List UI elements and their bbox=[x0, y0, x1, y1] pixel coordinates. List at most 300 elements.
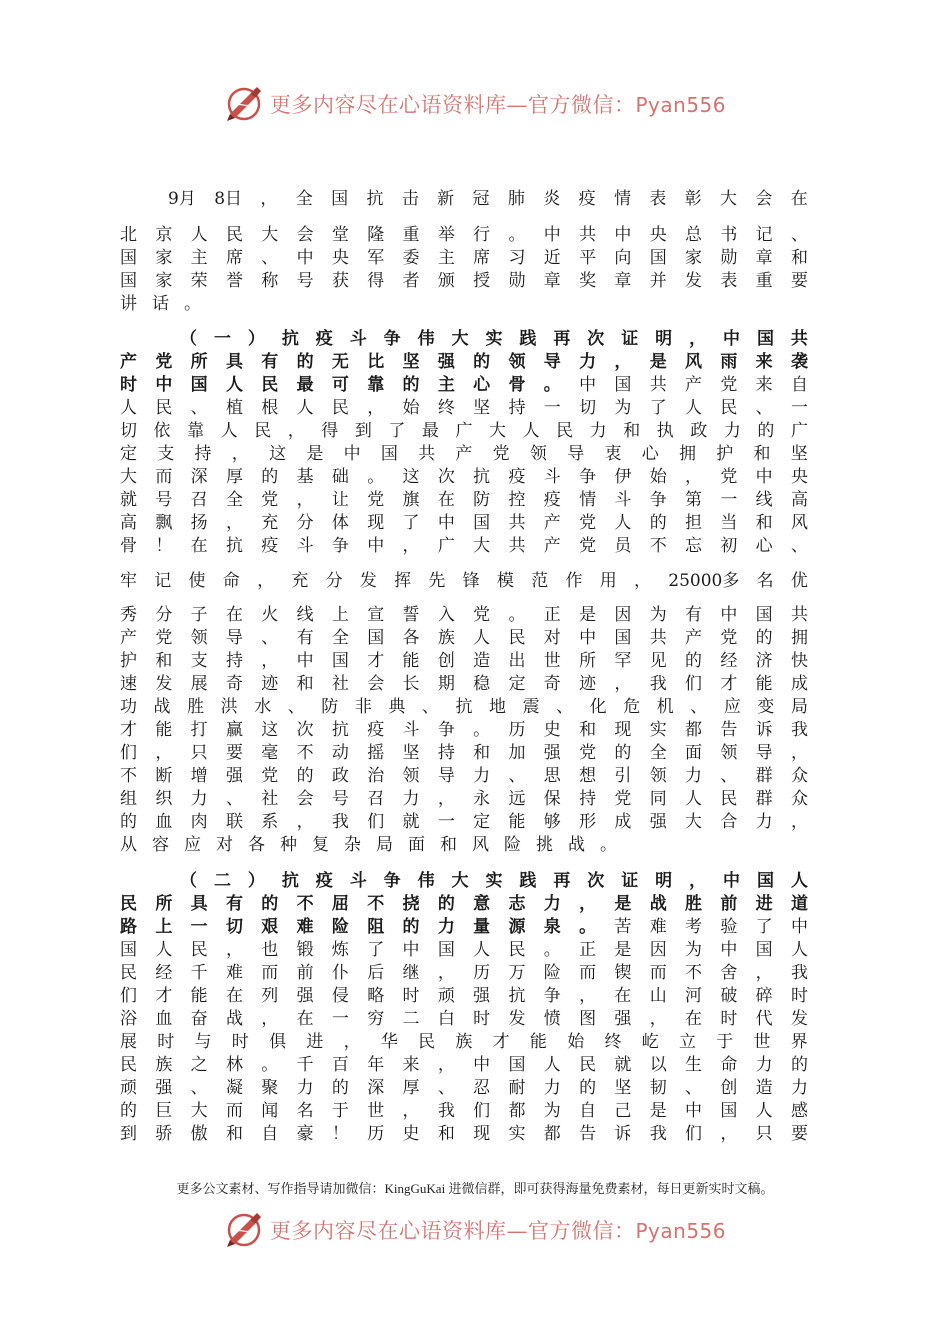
text-glyph: 国 bbox=[473, 513, 491, 533]
text-glyph: 、 bbox=[190, 1078, 208, 1098]
text-glyph: 衷 bbox=[604, 444, 622, 464]
text-glyph: 愤 bbox=[543, 1009, 561, 1029]
text-glyph: 防 bbox=[321, 697, 339, 717]
text-glyph: 考 bbox=[685, 917, 702, 937]
text-glyph: 中 bbox=[723, 329, 740, 349]
text-glyph: 大 bbox=[720, 189, 738, 209]
text-glyph: 我 bbox=[331, 812, 349, 832]
text-glyph: 扬 bbox=[190, 513, 208, 533]
text-glyph: 疫 bbox=[315, 329, 333, 349]
text-glyph: ， bbox=[437, 1055, 455, 1075]
text-glyph: 冠 bbox=[472, 189, 490, 209]
text-glyph: 党 bbox=[579, 513, 597, 533]
text-glyph: 斗 bbox=[614, 490, 632, 510]
text-glyph: 国 bbox=[120, 271, 137, 291]
text-glyph: 发 bbox=[508, 1009, 526, 1029]
text-glyph: ， bbox=[437, 789, 455, 809]
text-line bbox=[120, 1008, 808, 1031]
text-glyph: 抗 bbox=[281, 871, 299, 891]
text-glyph: 员 bbox=[614, 536, 632, 556]
text-glyph: 在 bbox=[437, 490, 455, 510]
paragraph bbox=[120, 188, 808, 211]
watermark-wechat-id: Pyan556 bbox=[635, 93, 726, 117]
text-glyph: 家 bbox=[155, 271, 173, 291]
text-glyph: 主 bbox=[437, 248, 455, 268]
text-glyph: 产 bbox=[543, 536, 561, 556]
text-glyph: 政 bbox=[331, 766, 349, 786]
text-glyph: 中 bbox=[723, 871, 740, 891]
text-glyph: 靠 bbox=[367, 375, 385, 395]
text-glyph: 8日 bbox=[214, 189, 243, 209]
text-glyph: 国 bbox=[720, 1101, 738, 1121]
text-glyph: 万 bbox=[508, 963, 526, 983]
text-glyph: 大 bbox=[451, 871, 469, 891]
text-glyph: ， bbox=[579, 986, 597, 1006]
text-glyph: 典 bbox=[388, 697, 406, 717]
text-glyph: 千 bbox=[296, 1055, 314, 1075]
text-glyph: 都 bbox=[543, 1124, 561, 1144]
text-glyph: ， bbox=[261, 651, 279, 671]
text-glyph: 这 bbox=[261, 720, 279, 740]
text-glyph: 依 bbox=[153, 421, 171, 441]
text-glyph: 这 bbox=[402, 467, 420, 487]
text-glyph: 党 bbox=[261, 490, 279, 510]
text-glyph: 在 bbox=[790, 189, 808, 209]
text-glyph: 党 bbox=[614, 789, 632, 809]
text-glyph: 的 bbox=[120, 812, 137, 832]
text-glyph: 高 bbox=[790, 490, 808, 510]
text-glyph: 和 bbox=[473, 743, 491, 763]
text-glyph: 艰 bbox=[261, 917, 279, 937]
text-glyph: 仆 bbox=[331, 963, 349, 983]
text-line bbox=[120, 650, 808, 673]
text-glyph: 造 bbox=[755, 1078, 773, 1098]
text-glyph: 于 bbox=[716, 1032, 734, 1052]
text-glyph: 和 bbox=[755, 513, 773, 533]
text-glyph: 党 bbox=[367, 490, 385, 510]
text-glyph: 记 bbox=[154, 571, 172, 591]
text-glyph: 炎 bbox=[543, 189, 561, 209]
text-glyph: 全 bbox=[295, 189, 313, 209]
text-glyph: 发 bbox=[155, 674, 173, 694]
text-glyph: 险 bbox=[331, 917, 349, 937]
text-glyph: 族 bbox=[437, 628, 455, 648]
text-glyph: 对 bbox=[543, 628, 561, 648]
text-glyph: ， bbox=[296, 490, 314, 510]
text-glyph: 而 bbox=[579, 963, 597, 983]
pen-logo-icon bbox=[224, 1210, 264, 1250]
text-glyph: 支 bbox=[190, 651, 208, 671]
text-glyph: 远 bbox=[508, 789, 526, 809]
paragraph bbox=[120, 570, 808, 593]
text-glyph: 奇 bbox=[225, 674, 243, 694]
text-glyph: 而 bbox=[261, 963, 279, 983]
text-glyph: 能 bbox=[155, 720, 173, 740]
text-glyph: 种 bbox=[280, 835, 297, 855]
text-glyph: 非 bbox=[354, 697, 372, 717]
text-glyph: 国 bbox=[120, 940, 137, 960]
text-glyph: 见 bbox=[649, 651, 667, 671]
text-glyph: 年 bbox=[367, 1055, 385, 1075]
text-glyph: 族 bbox=[455, 1032, 473, 1052]
text-glyph: 心 bbox=[473, 375, 491, 395]
text-glyph: 抗 bbox=[366, 189, 384, 209]
text-glyph: 命 bbox=[720, 1055, 738, 1075]
text-glyph: 发 bbox=[359, 571, 377, 591]
text-glyph: 领 bbox=[402, 766, 420, 786]
text-glyph: 骨 bbox=[120, 536, 137, 556]
text-glyph: 机 bbox=[656, 697, 674, 717]
text-glyph: 、 bbox=[508, 766, 526, 786]
text-glyph: 践 bbox=[519, 329, 537, 349]
text-glyph: ， bbox=[614, 352, 632, 372]
text-glyph: 争 bbox=[437, 720, 455, 740]
text-glyph: 章 bbox=[543, 271, 561, 291]
text-glyph: 的 bbox=[579, 1078, 597, 1098]
text-line bbox=[120, 374, 808, 397]
text-glyph: 代 bbox=[755, 1009, 773, 1029]
text-glyph: 是 bbox=[649, 352, 667, 372]
text-glyph: 速 bbox=[120, 674, 137, 694]
text-glyph: 坚 bbox=[402, 743, 420, 763]
text-glyph: 党 bbox=[720, 467, 738, 487]
text-glyph: 充 bbox=[261, 513, 279, 533]
text-glyph: 化 bbox=[589, 697, 607, 717]
text-glyph: 产 bbox=[685, 375, 702, 395]
text-glyph: 群 bbox=[755, 789, 773, 809]
text-glyph: 时 bbox=[231, 1032, 249, 1052]
text-glyph: 实 bbox=[485, 871, 503, 891]
text-glyph: 全 bbox=[225, 490, 243, 510]
text-glyph: ） bbox=[247, 329, 265, 349]
text-glyph: 骨 bbox=[508, 375, 526, 395]
text-glyph: 委 bbox=[402, 248, 420, 268]
text-glyph: 伊 bbox=[614, 467, 632, 487]
text-glyph: 加 bbox=[508, 743, 526, 763]
paragraph bbox=[120, 604, 808, 857]
text-glyph: 并 bbox=[649, 271, 667, 291]
text-glyph: 人 bbox=[155, 940, 173, 960]
text-glyph: 产 bbox=[685, 628, 702, 648]
text-glyph: 争 bbox=[383, 871, 401, 891]
text-glyph: 们 bbox=[473, 1101, 491, 1121]
text-glyph: 中 bbox=[579, 375, 597, 395]
text-glyph: 民 bbox=[190, 940, 208, 960]
text-glyph: ， bbox=[649, 1009, 667, 1029]
text-glyph: 一 bbox=[331, 1009, 349, 1029]
text-glyph: （ bbox=[180, 329, 197, 349]
text-glyph: 践 bbox=[519, 871, 537, 891]
text-glyph: 危 bbox=[623, 697, 641, 717]
text-glyph: 是 bbox=[614, 894, 632, 914]
text-glyph: 的 bbox=[614, 743, 632, 763]
text-glyph: 毫 bbox=[261, 743, 279, 763]
text-glyph: 屹 bbox=[641, 1032, 659, 1052]
text-glyph: 国 bbox=[367, 628, 385, 648]
text-glyph: 民 bbox=[331, 398, 349, 418]
text-line bbox=[120, 742, 808, 765]
text-glyph: 能 bbox=[190, 986, 208, 1006]
text-glyph: 忘 bbox=[685, 536, 702, 556]
text-glyph: 而 bbox=[649, 963, 667, 983]
text-glyph: ， bbox=[261, 1009, 279, 1029]
text-glyph: 中 bbox=[296, 248, 314, 268]
text-glyph: 挥 bbox=[394, 571, 412, 591]
text-glyph: 世 bbox=[543, 651, 561, 671]
text-glyph: 浴 bbox=[120, 1009, 137, 1029]
text-glyph: 的 bbox=[685, 651, 702, 671]
text-glyph: 侵 bbox=[331, 986, 349, 1006]
paragraph bbox=[120, 328, 808, 558]
text-glyph: 来 bbox=[755, 352, 773, 372]
text-glyph: 胜 bbox=[187, 697, 205, 717]
text-glyph: ， bbox=[402, 1101, 420, 1121]
text-glyph: 人 bbox=[120, 398, 137, 418]
text-glyph: 民 bbox=[120, 963, 137, 983]
text-glyph: 疫 bbox=[508, 467, 526, 487]
text-glyph: 广 bbox=[437, 536, 455, 556]
text-glyph: 后 bbox=[367, 963, 385, 983]
text-line bbox=[120, 1054, 808, 1077]
text-glyph: 席 bbox=[225, 248, 243, 268]
text-glyph: 党 bbox=[155, 352, 173, 372]
text-glyph: 雨 bbox=[720, 352, 738, 372]
text-glyph: 得 bbox=[321, 421, 339, 441]
text-glyph: ， bbox=[790, 743, 808, 763]
text-glyph: 中 bbox=[155, 375, 173, 395]
text-glyph: 斗 bbox=[296, 536, 314, 556]
text-glyph: 到 bbox=[354, 421, 372, 441]
text-glyph: 难 bbox=[649, 917, 667, 937]
text-glyph: 迹 bbox=[261, 674, 279, 694]
text-glyph: 心 bbox=[755, 536, 773, 556]
text-glyph: 强 bbox=[437, 352, 455, 372]
text-glyph: 。 bbox=[543, 940, 561, 960]
text-glyph: 国 bbox=[649, 248, 667, 268]
text-glyph: 、 bbox=[225, 789, 243, 809]
text-glyph: 民 bbox=[556, 421, 574, 441]
text-glyph: 应 bbox=[184, 835, 201, 855]
text-glyph: 不 bbox=[649, 536, 667, 556]
text-glyph: 国 bbox=[331, 651, 349, 671]
text-glyph: 重 bbox=[755, 271, 773, 291]
text-glyph: 会 bbox=[755, 189, 773, 209]
text-glyph: 国 bbox=[331, 189, 349, 209]
text-glyph: 林 bbox=[225, 1055, 243, 1075]
text-glyph: 主 bbox=[190, 248, 208, 268]
text-glyph: 河 bbox=[685, 986, 702, 1006]
text-glyph: 凝 bbox=[225, 1078, 243, 1098]
text-glyph: ， bbox=[155, 743, 173, 763]
text-glyph: 闻 bbox=[261, 1101, 279, 1121]
text-glyph: 路 bbox=[120, 917, 137, 937]
text-glyph: 赢 bbox=[225, 720, 243, 740]
text-glyph: 己 bbox=[614, 1101, 632, 1121]
text-glyph: 誓 bbox=[402, 605, 420, 625]
text-glyph: 和 bbox=[225, 1124, 243, 1144]
text-glyph: 中 bbox=[720, 940, 738, 960]
text-glyph: 斗 bbox=[543, 467, 561, 487]
text-glyph: 无 bbox=[331, 352, 349, 372]
text-glyph: 为 bbox=[649, 605, 667, 625]
text-glyph: 定 bbox=[120, 444, 137, 464]
text-glyph: 主 bbox=[437, 375, 455, 395]
text-glyph: 是 bbox=[579, 605, 597, 625]
text-glyph: 复 bbox=[312, 835, 329, 855]
text-glyph: 表 bbox=[720, 271, 738, 291]
text-glyph: 证 bbox=[621, 871, 639, 891]
text-glyph: 领 bbox=[190, 628, 208, 648]
text-glyph: 济 bbox=[755, 651, 773, 671]
text-glyph: 都 bbox=[685, 720, 702, 740]
text-glyph: 功 bbox=[120, 697, 137, 717]
text-glyph: 抗 bbox=[331, 720, 349, 740]
text-glyph: 要 bbox=[790, 271, 808, 291]
text-glyph: 高 bbox=[120, 513, 137, 533]
text-glyph: 战 bbox=[153, 697, 171, 717]
text-glyph: 震 bbox=[522, 697, 540, 717]
text-glyph: 能 bbox=[402, 651, 420, 671]
text-glyph: 就 bbox=[614, 1055, 632, 1075]
text-glyph: 治 bbox=[367, 766, 385, 786]
text-glyph: 坚 bbox=[473, 398, 491, 418]
text-glyph: 、 bbox=[556, 697, 574, 717]
text-glyph: 持 bbox=[194, 444, 212, 464]
text-glyph: 变 bbox=[757, 697, 775, 717]
text-glyph: 织 bbox=[155, 789, 173, 809]
pen-logo-icon bbox=[224, 84, 264, 124]
text-glyph: 能 bbox=[529, 1032, 547, 1052]
text-glyph: 获 bbox=[331, 271, 349, 291]
text-glyph: 。 bbox=[508, 225, 526, 245]
text-glyph: 争 bbox=[579, 467, 597, 487]
text-glyph: 不 bbox=[296, 743, 314, 763]
text-glyph: 的 bbox=[757, 421, 775, 441]
text-line bbox=[120, 1077, 808, 1100]
text-glyph: 分 bbox=[155, 605, 173, 625]
text-line bbox=[120, 443, 808, 466]
text-glyph: 、 bbox=[790, 536, 808, 556]
text-glyph: 人 bbox=[473, 940, 491, 960]
text-glyph: 应 bbox=[723, 697, 741, 717]
text-glyph: 表 bbox=[649, 189, 667, 209]
text-glyph: 要 bbox=[225, 743, 243, 763]
text-glyph: 抗 bbox=[508, 986, 526, 1006]
text-glyph: 。 bbox=[543, 375, 561, 395]
text-glyph: 再 bbox=[553, 871, 571, 891]
text-glyph: 图 bbox=[579, 1009, 597, 1029]
text-glyph: 的 bbox=[473, 352, 491, 372]
text-glyph: 模 bbox=[496, 571, 514, 591]
text-glyph: 击 bbox=[401, 189, 419, 209]
text-glyph: 疫 bbox=[367, 720, 385, 740]
text-glyph: 泉 bbox=[543, 917, 561, 937]
text-glyph: 情 bbox=[613, 189, 631, 209]
text-glyph: 国 bbox=[756, 329, 774, 349]
text-glyph: 力 bbox=[402, 789, 420, 809]
text-glyph: 共 bbox=[790, 605, 808, 625]
text-glyph: 自 bbox=[579, 1101, 597, 1121]
text-glyph: 深 bbox=[190, 467, 208, 487]
text-glyph: 时 bbox=[402, 986, 420, 1006]
text-glyph: 有 bbox=[296, 628, 314, 648]
text-glyph: 耐 bbox=[508, 1078, 526, 1098]
text-glyph: 持 bbox=[437, 743, 455, 763]
text-glyph: 之 bbox=[190, 1055, 208, 1075]
text-glyph: 持 bbox=[579, 789, 597, 809]
text-glyph: 央 bbox=[331, 248, 349, 268]
text-glyph: 碎 bbox=[755, 986, 773, 1006]
text-glyph: 共 bbox=[790, 329, 808, 349]
text-glyph: 切 bbox=[579, 398, 597, 418]
text-glyph: 行 bbox=[473, 225, 491, 245]
text-glyph: 这 bbox=[269, 444, 287, 464]
text-glyph: 于 bbox=[331, 1101, 349, 1121]
text-glyph: 展 bbox=[190, 674, 208, 694]
text-glyph: 植 bbox=[225, 398, 243, 418]
text-glyph: 难 bbox=[296, 917, 314, 937]
text-glyph: 和 bbox=[753, 444, 771, 464]
text-glyph: 人 bbox=[522, 421, 540, 441]
text-glyph: 面 bbox=[408, 835, 425, 855]
text-glyph: 和 bbox=[155, 651, 173, 671]
text-glyph: 社 bbox=[331, 674, 349, 694]
watermark-header bbox=[0, 82, 950, 126]
text-glyph: ， bbox=[437, 963, 455, 983]
text-glyph: 疫 bbox=[578, 189, 596, 209]
text-glyph: 民 bbox=[720, 398, 738, 418]
text-glyph: 容 bbox=[152, 835, 169, 855]
text-glyph: 让 bbox=[331, 490, 349, 510]
text-glyph: 正 bbox=[579, 940, 597, 960]
text-glyph: 胜 bbox=[685, 894, 702, 914]
text-line bbox=[120, 1100, 808, 1123]
watermark-cn: 更多内容尽在心语资料库—官方微信： bbox=[269, 1219, 636, 1243]
text-glyph: 列 bbox=[261, 986, 279, 1006]
text-line bbox=[120, 466, 808, 489]
text-glyph: 拥 bbox=[790, 628, 808, 648]
text-glyph: 期 bbox=[437, 674, 455, 694]
text-glyph: 展 bbox=[120, 1032, 137, 1052]
text-glyph: 锋 bbox=[462, 571, 480, 591]
text-glyph: 人 bbox=[220, 421, 238, 441]
text-glyph: 自 bbox=[261, 1124, 279, 1144]
text-glyph: 共 bbox=[649, 628, 667, 648]
text-glyph: 争 bbox=[543, 986, 561, 1006]
text-glyph: 力 bbox=[543, 1078, 561, 1098]
text-glyph: 感 bbox=[790, 1101, 808, 1121]
text-glyph: 了 bbox=[388, 421, 406, 441]
text-glyph: 道 bbox=[790, 894, 808, 914]
text-glyph: 史 bbox=[402, 1124, 420, 1144]
text-glyph: 才 bbox=[155, 986, 173, 1006]
text-glyph: 才 bbox=[720, 674, 738, 694]
text-glyph: 党 bbox=[155, 628, 173, 648]
text-glyph: 讲 bbox=[120, 294, 137, 314]
text-glyph: 争 bbox=[331, 536, 349, 556]
text-glyph: 中 bbox=[343, 444, 361, 464]
text-glyph: 在 bbox=[225, 986, 243, 1006]
text-glyph: 和 bbox=[579, 720, 597, 740]
text-glyph: 界 bbox=[790, 1032, 808, 1052]
text-glyph: 能 bbox=[508, 812, 526, 832]
text-glyph: 强 bbox=[543, 743, 561, 763]
text-glyph: 明 bbox=[655, 329, 673, 349]
text-glyph: 中 bbox=[437, 513, 455, 533]
text-glyph: 在 bbox=[685, 1009, 702, 1029]
text-glyph: 话 bbox=[152, 294, 169, 314]
text-glyph: 召 bbox=[190, 490, 208, 510]
